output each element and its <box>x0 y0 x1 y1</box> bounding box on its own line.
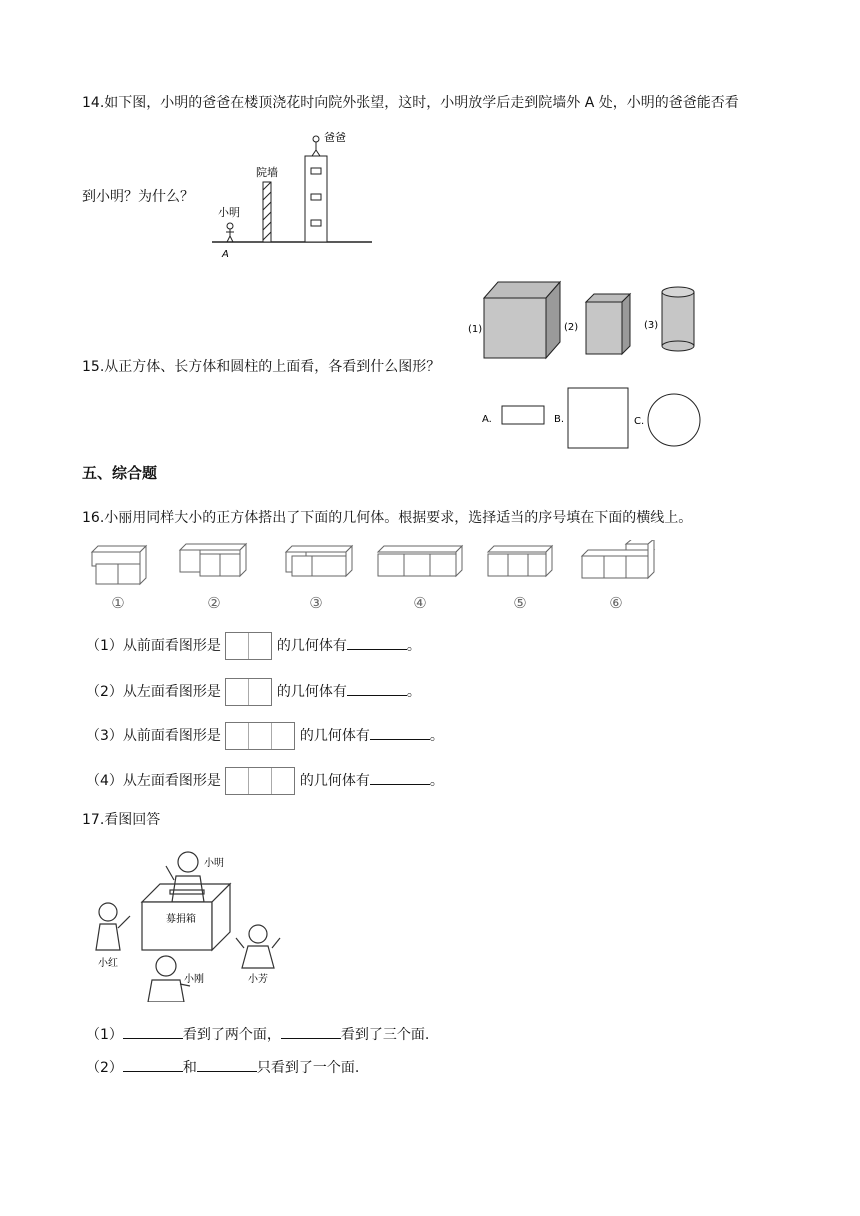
q16-item-2-suffix: 的几何体有 <box>276 684 347 700</box>
solid-label-3: (3) <box>644 320 659 331</box>
q17-a2-end: 只看到了一个面. <box>256 1060 360 1076</box>
label-xiaofang: 小芳 <box>248 974 268 985</box>
q16-text: 16.小丽用同样大小的正方体搭出了下面的几何体。根据要求，选择适当的序号填在下面的横线上。 <box>82 510 693 526</box>
label-xiaogang: 小刚 <box>184 974 204 985</box>
q16-item-1 <box>86 632 421 660</box>
answer-blank-4[interactable] <box>370 770 430 785</box>
answer-blank-1[interactable] <box>347 635 407 650</box>
shape-number-6: ⑥ <box>609 594 623 612</box>
shape-number-1: ① <box>111 594 125 612</box>
dad-label: 爸爸 <box>324 131 346 144</box>
view-two-squares <box>225 678 272 706</box>
q17-answer-1 <box>86 1024 429 1044</box>
q17-title: 17.看图回答 <box>82 812 161 828</box>
q16-item-3 <box>86 722 444 750</box>
answer-blank-2[interactable] <box>347 681 407 696</box>
view-two-squares <box>225 632 272 660</box>
q17-a1-prefix: （1） <box>86 1027 123 1043</box>
section-title: 五、综合题 <box>82 464 158 482</box>
answer-blank-7[interactable] <box>123 1057 183 1072</box>
label-xiaoming: 小明 <box>204 858 224 869</box>
solid-label-2: (2) <box>564 322 579 333</box>
shape-number-3: ③ <box>309 594 323 612</box>
q17-a2-prefix: （2） <box>86 1060 123 1076</box>
q16-item-3-prefix: （3）从前面看图形是 <box>86 728 221 744</box>
q16-item-2-prefix: （2）从左面看图形是 <box>86 684 221 700</box>
q14-line1: 14.如下图，小明的爸爸在楼顶浇花时向院外张望，这时，小明放学后走到院墙外 A 处，小明的爸爸能否看 <box>82 95 739 111</box>
q16-item-1-end: 。 <box>406 638 421 654</box>
shape-number-4: ④ <box>413 594 427 612</box>
q17-a1-end: 看到了三个面. <box>340 1027 430 1043</box>
option-label-c: C. <box>634 416 645 427</box>
q17-a1-mid: 看到了两个面， <box>182 1027 281 1043</box>
view-three-squares <box>225 722 295 750</box>
q14-building-figure <box>212 130 372 262</box>
option-label-b: B. <box>554 414 565 425</box>
label-xiaohong: 小红 <box>98 958 118 969</box>
answer-blank-3[interactable] <box>370 725 430 740</box>
q16-item-1-prefix: （1）从前面看图形是 <box>86 638 221 654</box>
solid-label-1: (1) <box>468 324 483 335</box>
q16-item-3-end: 。 <box>429 728 444 744</box>
q17-donation-figure <box>90 840 290 1002</box>
q17-a2-mid: 和 <box>182 1060 197 1076</box>
boy-label: 小明 <box>218 206 240 219</box>
q16-item-4-suffix: 的几何体有 <box>299 773 370 789</box>
q16-item-3-suffix: 的几何体有 <box>299 728 370 744</box>
answer-blank-8[interactable] <box>197 1057 257 1072</box>
q16-item-2 <box>86 678 421 706</box>
q14-line2: 到小明？为什么？ <box>82 189 194 205</box>
label-box: 募捐箱 <box>166 914 196 925</box>
shape-number-5: ⑤ <box>513 594 527 612</box>
q16-item-1-suffix: 的几何体有 <box>276 638 347 654</box>
wall-label: 院墙 <box>256 166 278 179</box>
point-a-label: A <box>222 249 229 260</box>
q16-blocks-figure <box>86 540 676 614</box>
answer-blank-5[interactable] <box>123 1024 183 1039</box>
shape-number-2: ② <box>207 594 221 612</box>
q16-item-4-end: 。 <box>429 773 444 789</box>
option-label-a: A. <box>482 414 492 425</box>
q16-item-2-end: 。 <box>406 684 421 700</box>
q17-answer-2 <box>86 1057 359 1077</box>
q15-text: 15.从正方体、长方体和圆柱的上面看，各看到什么图形？ <box>82 359 441 375</box>
q15-options-figure <box>480 384 720 450</box>
answer-blank-6[interactable] <box>281 1024 341 1039</box>
view-three-squares <box>225 767 295 795</box>
q16-item-4 <box>86 767 444 795</box>
q15-solids-figure <box>464 280 714 364</box>
q16-item-4-prefix: （4）从左面看图形是 <box>86 773 221 789</box>
